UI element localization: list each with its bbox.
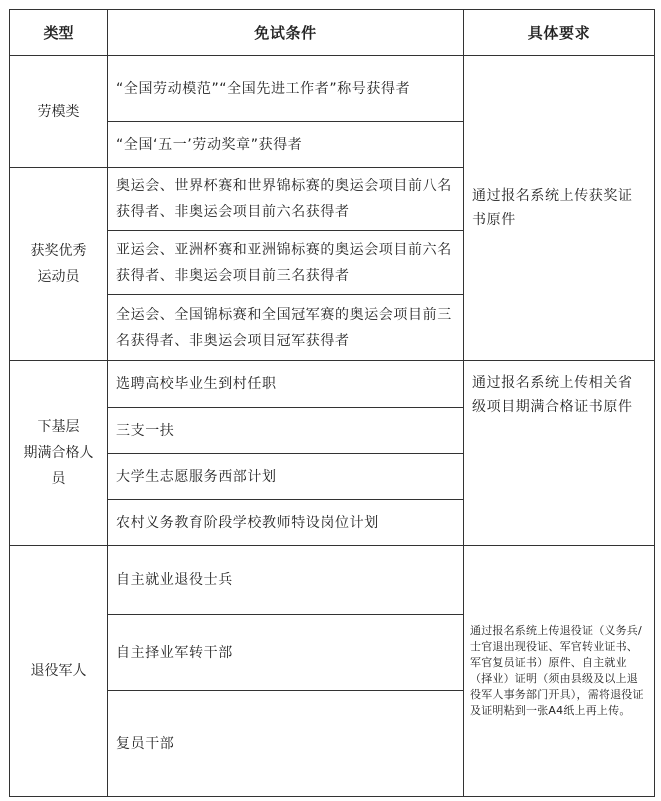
exemption-table: [9, 9, 655, 797]
condition-cell: 全运会、全国锦标赛和全国冠军赛的奥运会项目前三名获得者、非奥运会项目冠军获得者: [108, 295, 464, 361]
header-row: [10, 10, 655, 56]
header-condition: 免试条件: [108, 10, 464, 56]
requirement-grassroots: 通过报名系统上传相关省级项目期满合格证书原件: [464, 361, 655, 546]
requirement-award: 通过报名系统上传获奖证书原件: [464, 56, 655, 361]
category-veteran: 退役军人: [10, 546, 108, 797]
header-type: 类型: [10, 10, 108, 56]
table-row: [10, 361, 655, 408]
condition-cell: 复员干部: [108, 691, 464, 797]
condition-cell: 自主择业军转干部: [108, 615, 464, 691]
condition-cell: 农村义务教育阶段学校教师特设岗位计划: [108, 500, 464, 546]
category-athlete: 获奖优秀 运动员: [10, 168, 108, 361]
condition-cell: 自主就业退役士兵: [108, 546, 464, 615]
category-model-worker: 劳模类: [10, 56, 108, 168]
requirement-veteran: 通过报名系统上传退役证（义务兵/士官退出现役证、军官转业证书、军官复员证书）原件、自主就业（择业）证明（须由县级及以上退役军人事务部门开具），需将退役证及证明粘到一张A4纸上再上传。: [464, 546, 655, 797]
condition-cell: 大学生志愿服务西部计划: [108, 454, 464, 500]
condition-cell: 三支一扶: [108, 408, 464, 454]
condition-cell: 选聘高校毕业生到村任职: [108, 361, 464, 408]
category-grassroots: 下基层 期满合格人 员: [10, 361, 108, 546]
condition-cell: “全国劳动模范”“全国先进工作者”称号获得者: [108, 56, 464, 122]
condition-cell: “全国‘五一’劳动奖章”获得者: [108, 122, 464, 168]
condition-cell: 亚运会、亚洲杯赛和亚洲锦标赛的奥运会项目前六名获得者、非奥运会项目前三名获得者: [108, 231, 464, 295]
table-row: [10, 56, 655, 122]
header-requirement: 具体要求: [464, 10, 655, 56]
table-row: [10, 546, 655, 615]
condition-cell: 奥运会、世界杯赛和世界锦标赛的奥运会项目前八名获得者、非奥运会项目前六名获得者: [108, 168, 464, 231]
